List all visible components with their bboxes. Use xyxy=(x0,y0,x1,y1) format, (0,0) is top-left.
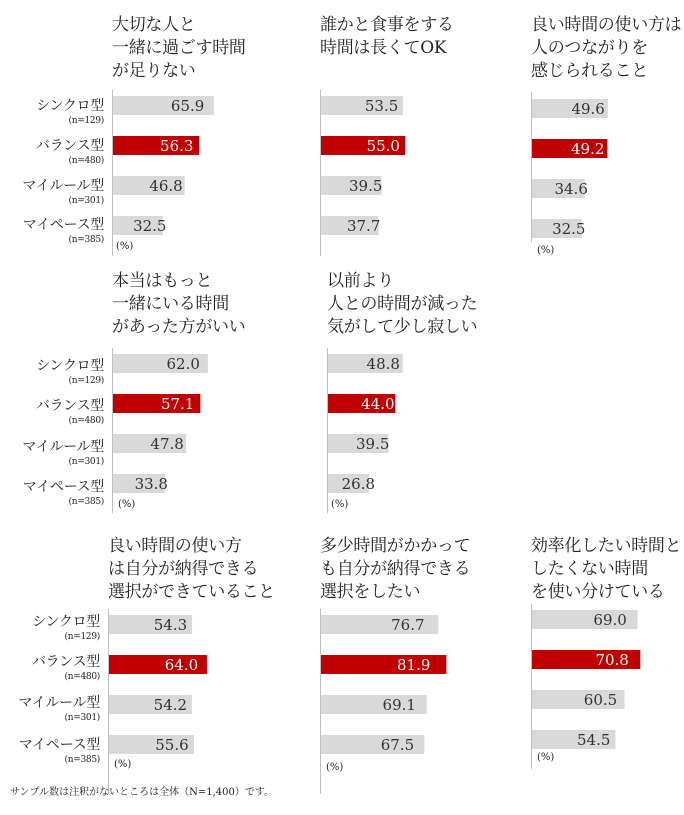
chart-panel-5 xyxy=(327,270,527,515)
data-label: 48.8 xyxy=(366,355,400,373)
panel-title: 以前より 人との時間が減った 気がして少し寂しい xyxy=(327,271,478,337)
data-label: 37.7 xyxy=(346,217,381,235)
data-label: 32.5 xyxy=(133,217,167,235)
unit-label: (%) xyxy=(537,752,555,763)
chart-panel-3 xyxy=(531,14,684,259)
data-label: 67.5 xyxy=(380,736,415,754)
panel-title: 多少時間がかかって も自分が納得できる 選択をしたい xyxy=(320,536,471,602)
chart-panel-7 xyxy=(320,535,520,780)
data-label: 64.0 xyxy=(164,656,199,674)
bar-chart xyxy=(320,14,520,259)
data-label: 62.0 xyxy=(166,355,200,373)
category-label: シンクロ型 (n=129) xyxy=(36,358,104,386)
bar-chart xyxy=(112,14,312,259)
category-label: マイルール型 (n=301) xyxy=(22,178,104,206)
data-label: 49.2 xyxy=(571,140,605,158)
footnote: サンプル数は注釈がないところは全体（N=1,400）です。 xyxy=(10,787,275,798)
unit-label: (%) xyxy=(116,241,134,252)
category-label: マイルール型 (n=301) xyxy=(22,439,104,467)
category-label: シンクロ型 (n=129) xyxy=(32,614,100,642)
unit-label: (%) xyxy=(118,499,136,510)
data-label: 76.7 xyxy=(391,616,425,634)
chart-panel-1 xyxy=(112,14,312,259)
bar-chart xyxy=(531,535,684,780)
chart-panel-8 xyxy=(531,535,684,780)
chart-panel-6 xyxy=(108,535,308,780)
data-label: 56.3 xyxy=(160,137,194,155)
data-label: 57.1 xyxy=(160,395,195,413)
bar-chart xyxy=(531,14,684,259)
data-label: 54.5 xyxy=(577,731,611,749)
panel-title: 大切な人と 一緒に過ごす時間 が足りない xyxy=(112,15,246,81)
data-label: 39.5 xyxy=(356,435,390,453)
data-label: 39.5 xyxy=(349,177,383,195)
category-label: マイペース型 (n=385) xyxy=(22,479,104,507)
category-label: バランス型 (n=480) xyxy=(31,654,100,682)
data-label: 53.5 xyxy=(364,97,399,115)
chart-panel-4 xyxy=(112,270,312,515)
category-label: バランス型 (n=480) xyxy=(35,398,104,426)
data-label: 81.9 xyxy=(397,656,431,674)
data-label: 46.8 xyxy=(149,177,183,195)
data-label: 69.1 xyxy=(382,696,416,714)
data-label: 33.8 xyxy=(134,475,168,493)
data-label: 54.2 xyxy=(153,696,188,714)
category-label: マイペース型 (n=385) xyxy=(18,737,100,765)
unit-label: (%) xyxy=(114,759,132,770)
data-label: 26.8 xyxy=(341,475,376,493)
category-label: マイペース型 (n=385) xyxy=(22,217,104,245)
bar-chart xyxy=(327,270,527,515)
data-label: 49.6 xyxy=(571,100,605,118)
panel-title: 良い時間の使い方 は自分が納得できる 選択ができていること xyxy=(108,536,275,602)
unit-label: (%) xyxy=(537,245,555,256)
panel-title: 本当はもっと 一緒にいる時間 があった方がいい xyxy=(112,271,246,337)
panel-title: 良い時間の使い方は 人のつながりを 感じられること xyxy=(531,15,682,81)
chart-panel-2 xyxy=(320,14,520,259)
data-label: 47.8 xyxy=(150,435,184,453)
data-label: 54.3 xyxy=(153,616,188,634)
data-label: 65.9 xyxy=(170,97,205,115)
unit-label: (%) xyxy=(326,762,344,773)
category-label: マイルール型 (n=301) xyxy=(18,695,100,723)
panel-title: 効率化したい時間と したくない時間 を使い分けている xyxy=(531,536,682,602)
category-label: シンクロ型 (n=129) xyxy=(36,98,104,126)
category-label: バランス型 (n=480) xyxy=(35,138,104,166)
data-label: 69.0 xyxy=(593,611,627,629)
bar-chart xyxy=(108,535,308,780)
data-label: 44.0 xyxy=(361,395,395,413)
data-label: 32.5 xyxy=(552,220,586,238)
bar-chart xyxy=(320,535,520,780)
unit-label: (%) xyxy=(331,499,349,510)
panel-title: 誰かと食事をする 時間は長くてOK xyxy=(320,15,454,58)
data-label: 34.6 xyxy=(554,180,588,198)
data-label: 60.5 xyxy=(583,691,618,709)
data-label: 55.6 xyxy=(155,736,189,754)
bar-chart xyxy=(112,270,312,515)
data-label: 70.8 xyxy=(595,651,629,669)
data-label: 55.0 xyxy=(366,137,400,155)
